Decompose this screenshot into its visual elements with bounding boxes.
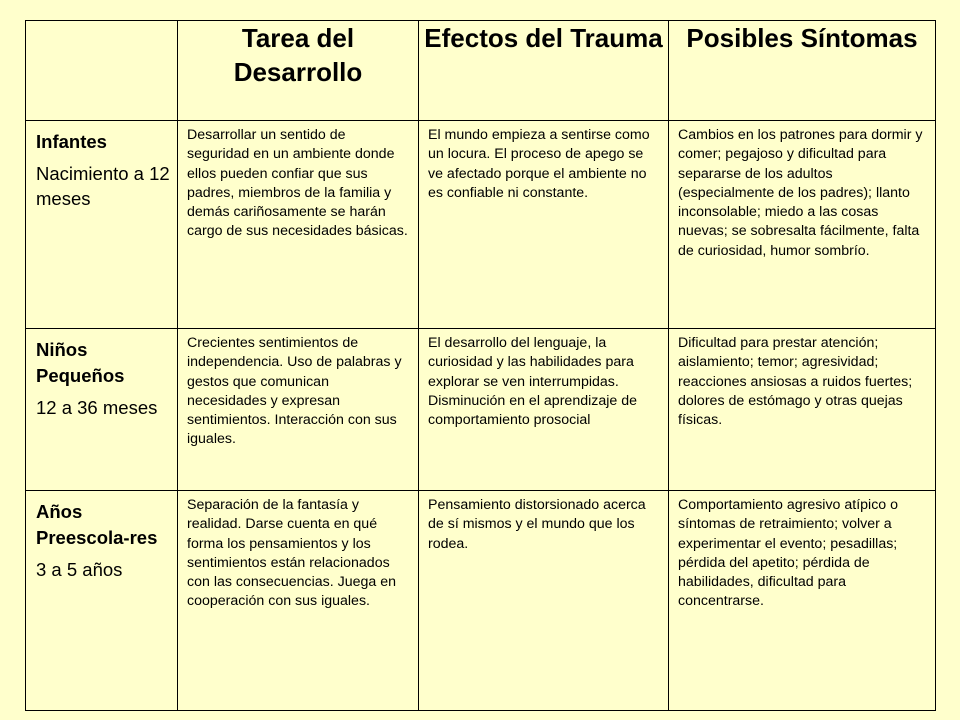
header-trauma-effects: Efectos del Trauma xyxy=(419,21,669,121)
table-row xyxy=(26,121,936,329)
developmental-task-cell: Desarrollar un sentido de seguridad en un ambiente donde ellos pueden confiar que sus padres, miembros de la familia y demás cariñosamente se harán cargo de sus necesidades básicas. xyxy=(178,121,419,329)
symptoms-cell: Dificultad para prestar atención; aislamiento; temor; agresividad; reacciones ansiosas a ruidos fuertes; dolores de estómago y otras quejas físicas. xyxy=(669,329,936,491)
age-range: 3 a 5 años xyxy=(36,559,123,580)
developmental-task-cell: Separación de la fantasía y realidad. Darse cuenta en qué forma los pensamientos y los sentimientos están relacionados con las consecuencias. Juega en cooperación con sus iguales. xyxy=(178,491,419,711)
stage-label: Niños Pequeños xyxy=(36,339,125,386)
development-table xyxy=(25,20,936,711)
age-range: 12 a 36 meses xyxy=(36,397,158,418)
age-group-cell xyxy=(26,491,178,711)
symptoms-cell: Cambios en los patrones para dormir y comer; pegajoso y dificultad para separarse de los adultos (especialmente de los padres); llanto inconsolable; miedo a las cosas nuevas; se sobresalta fácilmente, falta de curiosidad, humor sombrío. xyxy=(669,121,936,329)
age-range: Nacimiento a 12 meses xyxy=(36,163,170,209)
header-possible-symptoms: Posibles Síntomas xyxy=(669,21,936,121)
header-row xyxy=(26,21,936,121)
header-empty-cell xyxy=(26,21,178,121)
table-row xyxy=(26,329,936,491)
trauma-effects-cell: El desarrollo del lenguaje, la curiosidad y las habilidades para explorar se ven interrumpidas. Disminución en el aprendizaje de comportamiento prosocial xyxy=(419,329,669,491)
age-group-cell xyxy=(26,329,178,491)
stage-label: Años Preescola-res xyxy=(36,501,158,548)
table-row xyxy=(26,491,936,711)
symptoms-cell: Comportamiento agresivo atípico o síntomas de retraimiento; volver a experimentar el evento; pesadillas; pérdida del apetito; pérdida de habilidades, dificultad para concentrarse. xyxy=(669,491,936,711)
trauma-effects-cell: El mundo empieza a sentirse como un locura. El proceso de apego se ve afectado porque el ambiente no es confiable ni constante. xyxy=(419,121,669,329)
developmental-task-cell: Crecientes sentimientos de independencia. Uso de palabras y gestos que comunican necesidades y expresan sentimientos. Interacción con sus iguales. xyxy=(178,329,419,491)
stage-label: Infantes xyxy=(36,131,107,152)
trauma-effects-cell: Pensamiento distorsionado acerca de sí mismos y el mundo que los rodea. xyxy=(419,491,669,711)
age-group-cell xyxy=(26,121,178,329)
header-developmental-task: Tarea del Desarrollo xyxy=(178,21,419,121)
